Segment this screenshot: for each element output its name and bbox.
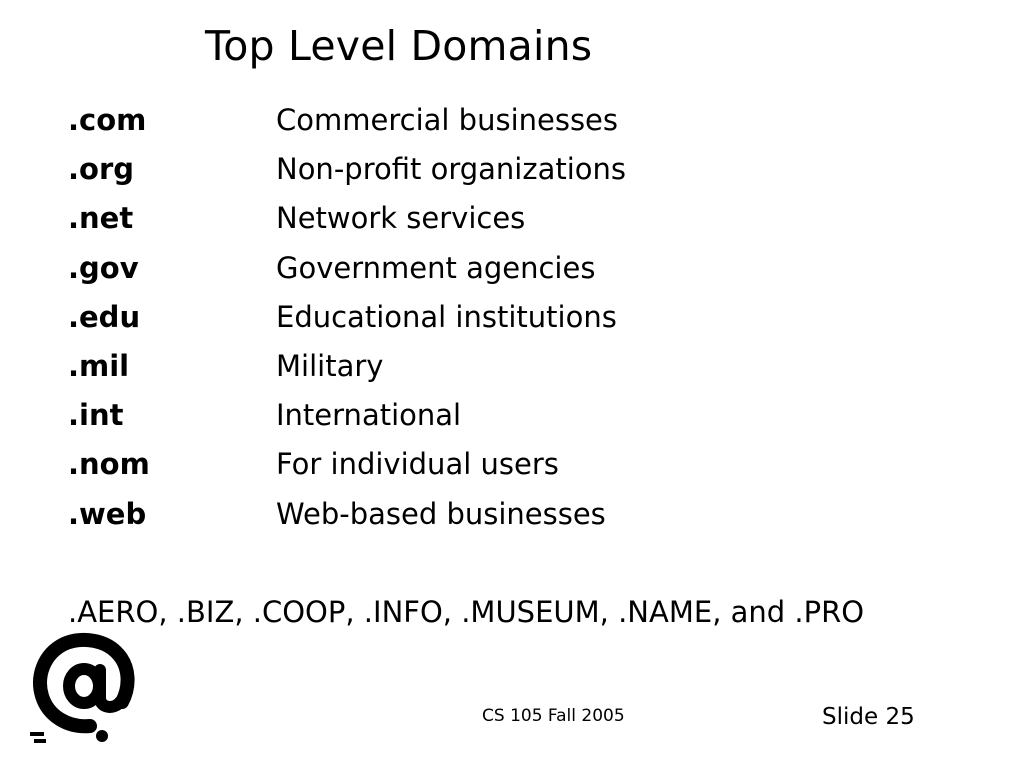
domain-row bbox=[68, 442, 968, 491]
domain-description: Educational institutions bbox=[276, 299, 617, 334]
domain-row bbox=[68, 344, 968, 393]
domain-description: International bbox=[276, 398, 462, 433]
domain-code: .gov bbox=[68, 250, 139, 285]
footer-course: CS 105 Fall 2005 bbox=[482, 706, 625, 726]
domain-description: For individual users bbox=[276, 447, 559, 482]
domain-row bbox=[68, 98, 968, 147]
domain-row bbox=[68, 147, 968, 196]
domain-row bbox=[68, 295, 968, 344]
domain-code: .nom bbox=[68, 447, 150, 482]
domain-description: Non-profit organizations bbox=[276, 152, 626, 187]
domain-row bbox=[68, 246, 968, 295]
slide-title: Top Level Domains bbox=[205, 22, 593, 70]
domain-row bbox=[68, 393, 968, 442]
domain-description: Government agencies bbox=[276, 250, 596, 285]
domain-code: .org bbox=[68, 152, 135, 187]
domain-code: .net bbox=[68, 201, 134, 236]
domain-row bbox=[68, 492, 968, 541]
slide-number: Slide 25 bbox=[822, 704, 915, 730]
at-sign-icon bbox=[30, 632, 140, 744]
domain-description: Web-based businesses bbox=[276, 496, 606, 531]
domain-description: Military bbox=[276, 348, 384, 383]
domain-code: .edu bbox=[68, 299, 141, 334]
domain-code: .mil bbox=[68, 348, 130, 383]
domain-description: Commercial businesses bbox=[276, 103, 619, 137]
domain-code: .int bbox=[68, 398, 124, 433]
domain-description: Network services bbox=[276, 201, 526, 236]
additional-domains: .AERO, .BIZ, .COOP, .INFO, .MUSEUM, .NAME, and .PRO bbox=[68, 595, 865, 629]
domain-list bbox=[68, 98, 968, 541]
domain-code: .com bbox=[68, 103, 147, 137]
domain-row bbox=[68, 196, 968, 245]
domain-code: .web bbox=[68, 496, 147, 531]
